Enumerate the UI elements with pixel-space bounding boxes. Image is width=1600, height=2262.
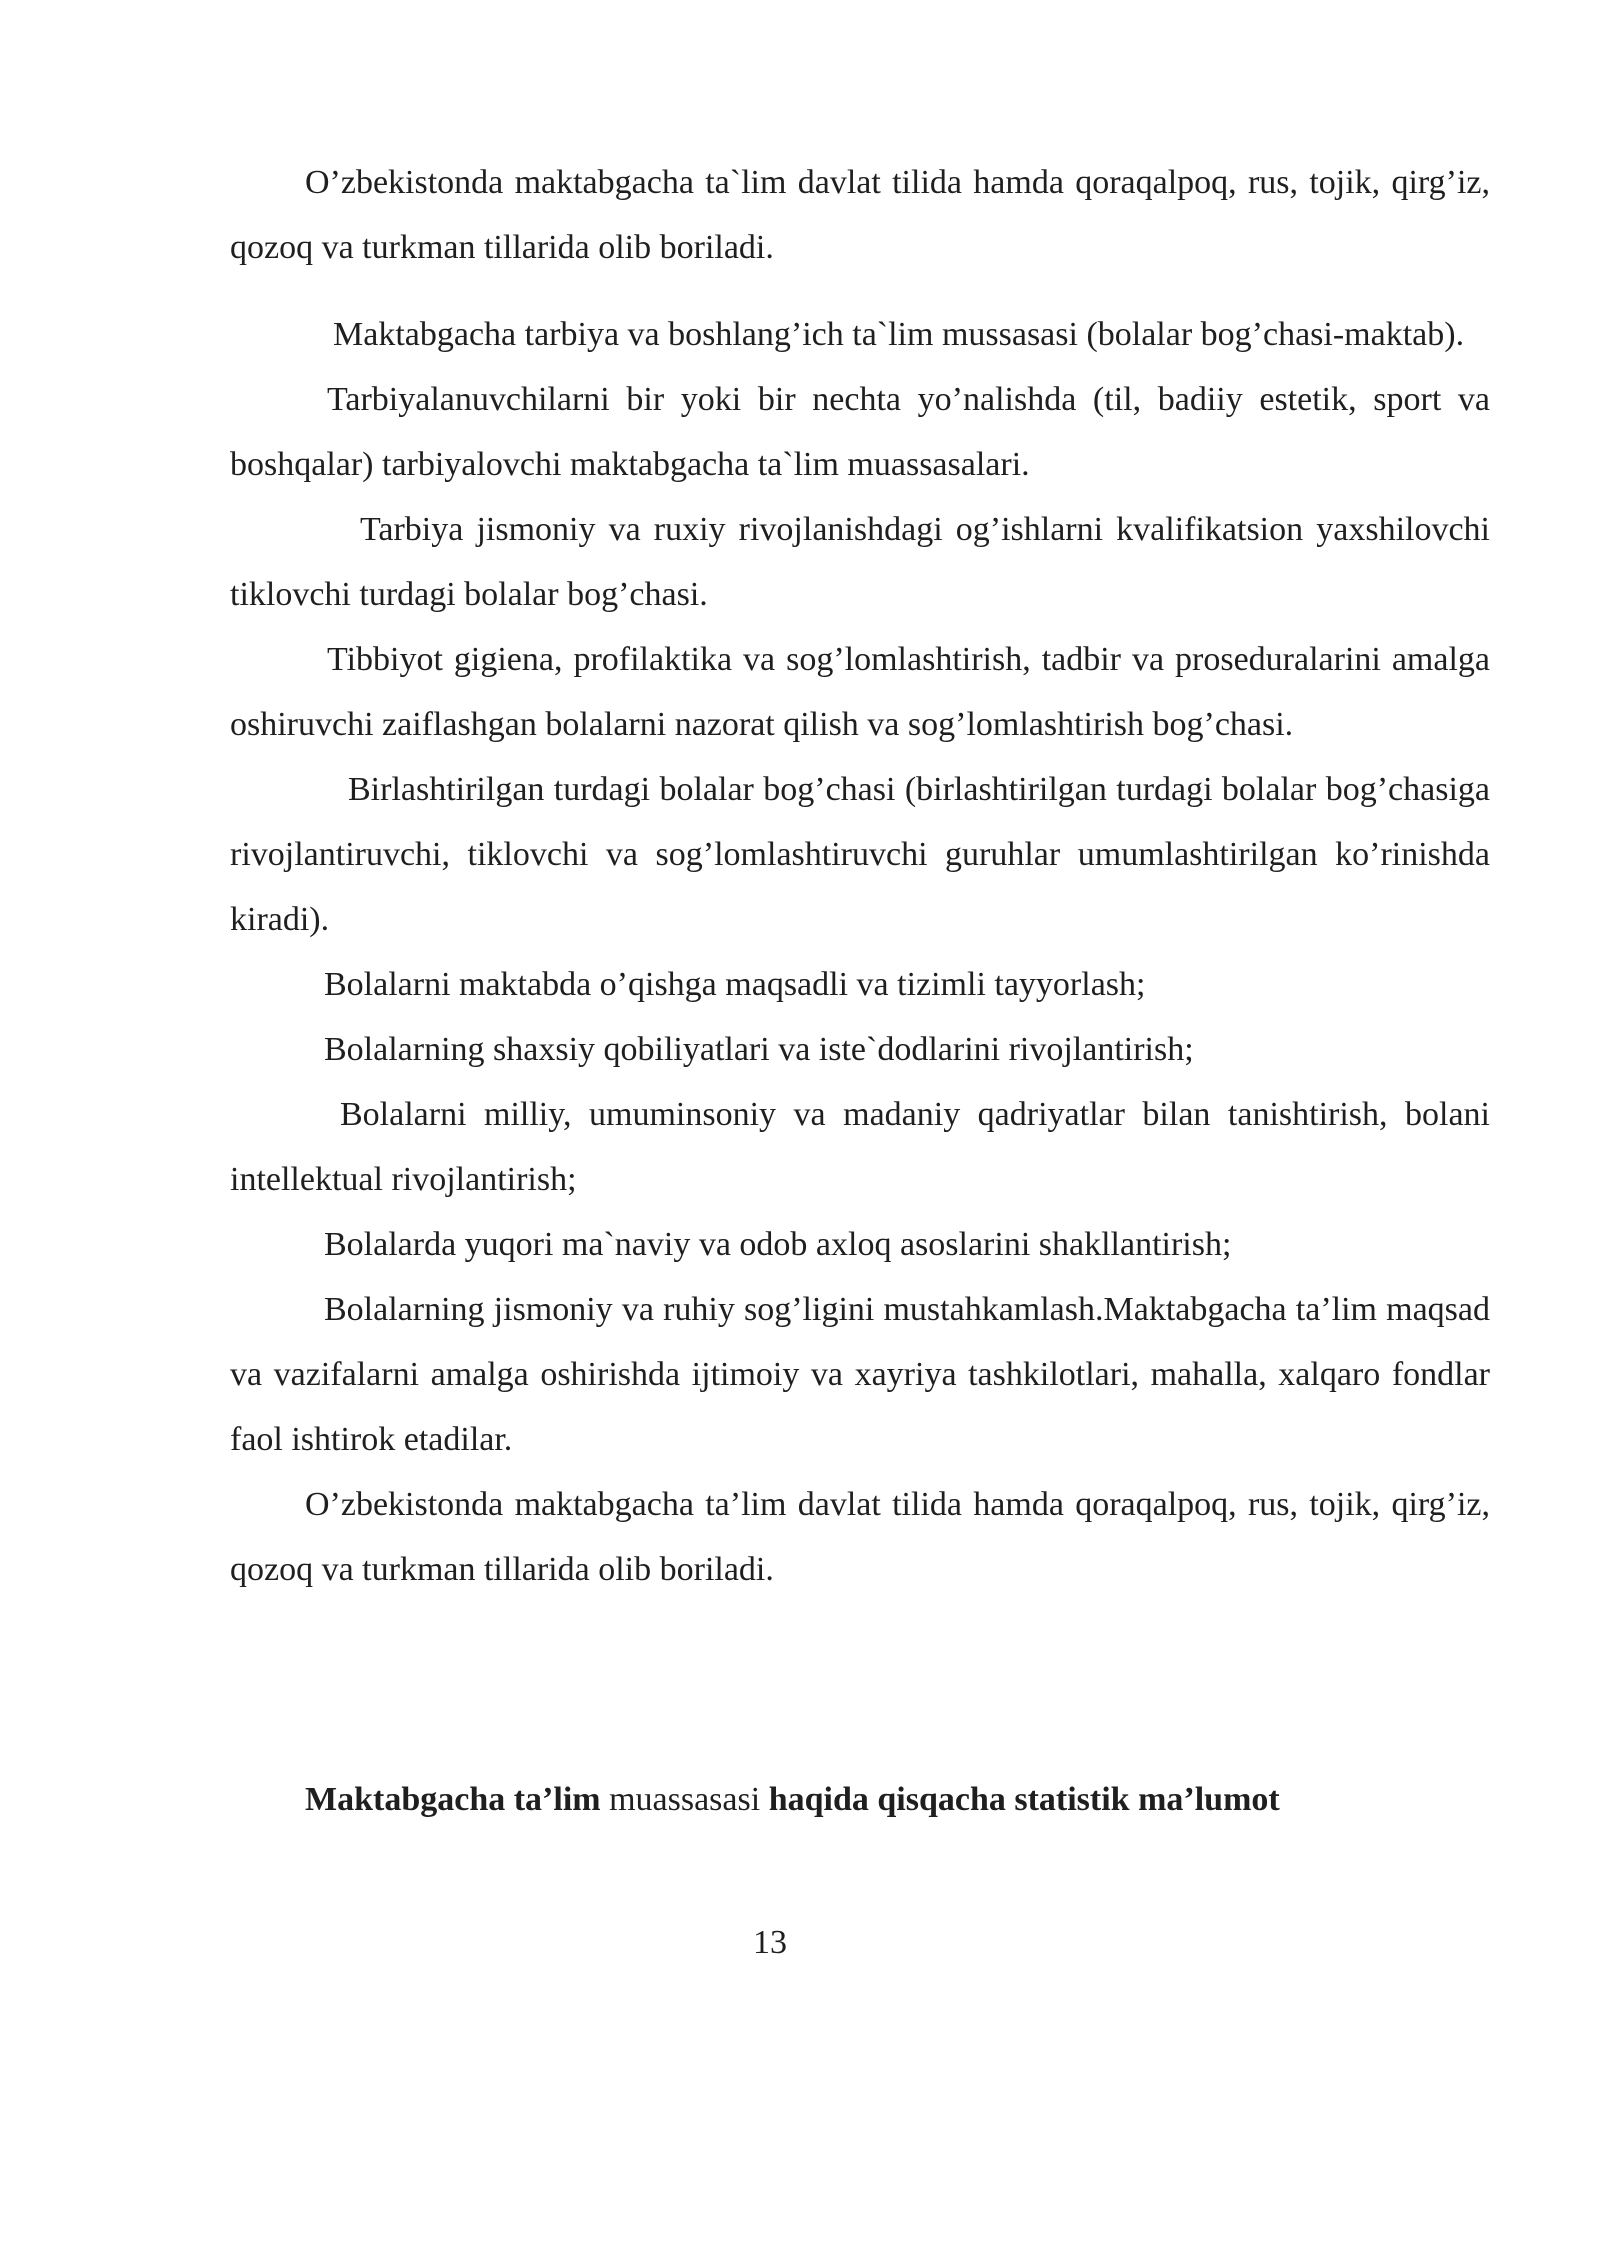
list-item-2: Bolalarning shaxsiy qobiliyatlari va iste`dodlarini rivojlantirish; bbox=[324, 1031, 1194, 1068]
paragraph-last: O’zbekistonda maktabgacha ta’lim davlat tilida hamda qoraqalpoq, rus, tojik, qirg’iz, qozoq va turkman tillarida olib boriladi. bbox=[230, 1486, 1490, 1588]
paragraph-3: Tarbiyalanuvchilarni bir yoki bir nechta yo’nalishda (til, badiiy estetik, sport va boshqalar) tarbiyalovchi maktabgacha ta`lim muassasalari. bbox=[230, 381, 1490, 483]
list-item-4: Bolalarda yuqori ma`naviy va odob axloq asoslarini shakllantirish; bbox=[324, 1226, 1232, 1263]
paragraph-4: Tarbiya jismoniy va ruxiy rivojlanishdagi og’ishlarni kvalifikatsion yaxshilovchi tiklovchi turdagi bolalar bog’chasi. bbox=[230, 511, 1490, 613]
heading-part-2: muassasasi bbox=[600, 1781, 769, 1818]
paragraph-2: Maktabgacha tarbiya va boshlang’ich ta`lim mussasasi (bolalar bog’chasi-maktab). bbox=[333, 316, 1465, 353]
page-number: 13 bbox=[753, 1924, 787, 1961]
list-item-5: Bolalarning jismoniy va ruhiy sog’ligini mustahkamlash.Maktabgacha ta’lim maqsad va vazifalarni amalga oshirishda ijtimoiy va xayriya tashkilotlari, mahalla, xalqaro fondlar faol ishtirok etadilar. bbox=[230, 1291, 1490, 1458]
paragraph-1: O’zbekistonda maktabgacha ta`lim davlat tilida hamda qoraqalpoq, rus, tojik, qirg’iz, qozoq va turkman tillarida olib boriladi. bbox=[230, 164, 1490, 266]
list-item-1: Bolalarni maktabda o’qishga maqsadli va tizimli tayyorlash; bbox=[324, 966, 1146, 1003]
paragraph-5: Tibbiyot gigiena, profilaktika va sog’lomlashtirish, tadbir va proseduralarini amalga oshiruvchi zaiflashgan bolalarni nazorat qilish va sog’lomlashtirish bog’chasi. bbox=[230, 641, 1490, 743]
heading-part-3: haqida qisqacha statistik ma’lumot bbox=[768, 1781, 1280, 1818]
list-item-3: Bolalarni milliy, umuminsoniy va madaniy qadriyatlar bilan tanishtirish, bolani intellektual rivojlantirish; bbox=[230, 1096, 1490, 1198]
body-text-block-2 bbox=[230, 302, 1490, 1602]
section-heading bbox=[305, 1775, 1280, 1825]
body-text-block-1 bbox=[230, 150, 1490, 280]
paragraph-6: Birlashtirilgan turdagi bolalar bog’chasi (birlashtirilgan turdagi bolalar bog’chasiga rivojlantiruvchi, tiklovchi va sog’lomlashtiruvchi guruhlar umumlashtirilgan ko’rinishda kiradi). bbox=[230, 771, 1490, 938]
heading-part-1: Maktabgacha ta’lim bbox=[305, 1781, 601, 1818]
